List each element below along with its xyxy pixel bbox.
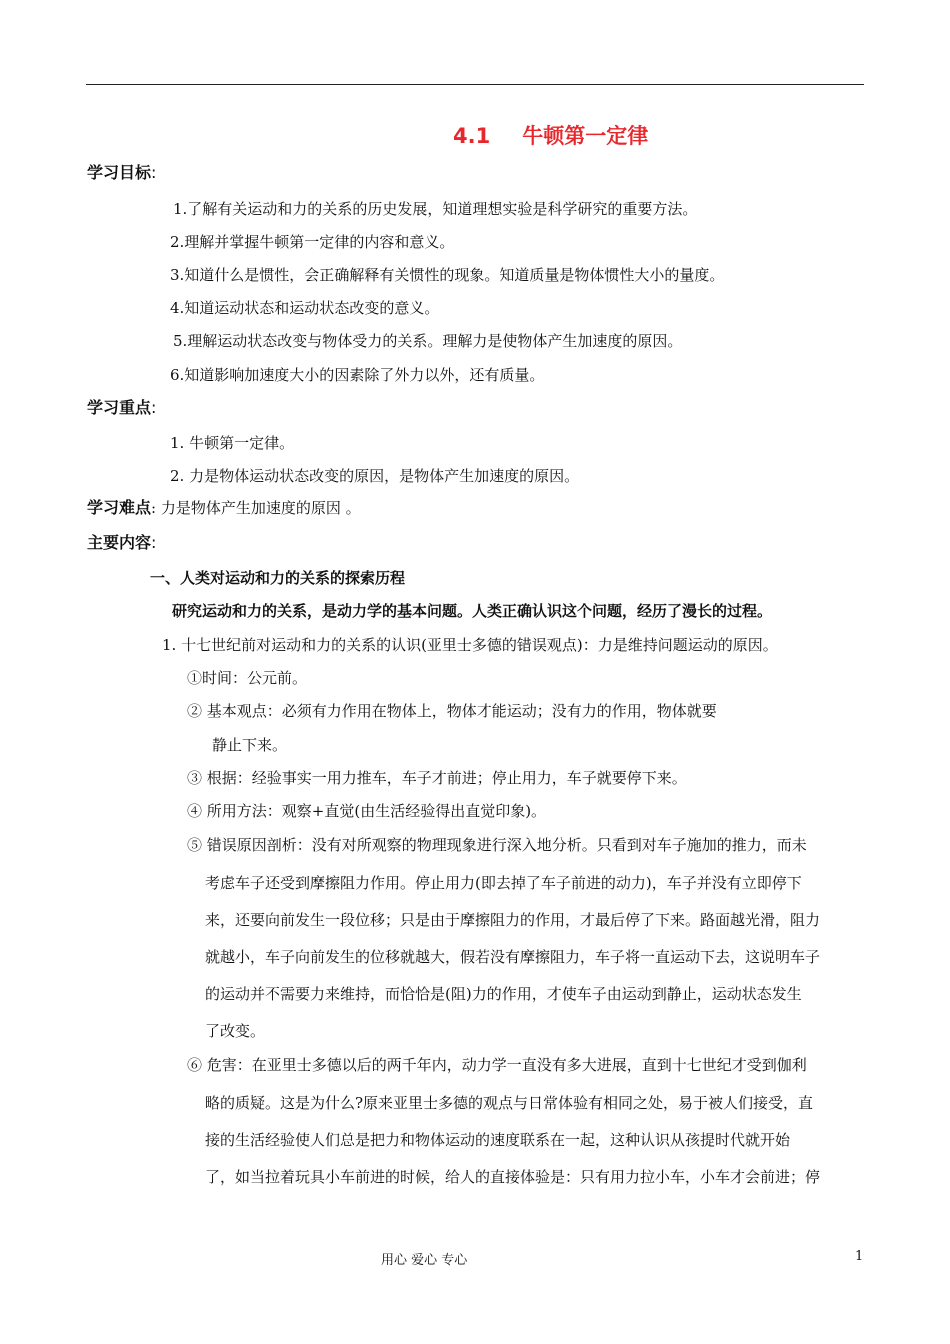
objective-item: 6.知道影响加速度大小的因素除了外力以外，还有质量。 [170, 366, 545, 384]
objective-item: 2.理解并掌握牛顿第一定律的内容和意义。 [170, 233, 455, 251]
paragraph-line: 考虑车子还受到摩擦阻力作用。停止用力(即去掉了车子前进的动力)，车子并没有立即停下 [205, 874, 802, 892]
sub-item: ② 基本观点：必须有力作用在物体上，物体才能运动；没有力的作用，物体就要 [187, 702, 717, 720]
paragraph-line: 的运动并不需要力来维持，而恰恰是(阻)力的作用，才使车子由运动到静止，运动状态发生 [205, 985, 802, 1003]
objective-item: 3.知道什么是惯性，会正确解释有关惯性的现象。知道质量是物体惯性大小的量度。 [170, 266, 725, 284]
objective-item: 1.了解有关运动和力的关系的历史发展，知道理想实验是科学研究的重要方法。 [173, 200, 698, 218]
objectives-heading: 学习目标: [87, 163, 157, 182]
title-number: 4.1 [453, 124, 491, 148]
difficulty-heading: 学习难点 [87, 498, 152, 517]
paragraph-line: 略的质疑。这是为什么?原来亚里士多德的观点与日常体验有相同之处，易于被人们接受，直 [205, 1094, 814, 1112]
key-point-item: 1. 牛顿第一定律。 [170, 434, 295, 452]
paragraph-line: ⑥ 危害：在亚里士多德以后的两千年内，动力学一直没有多大进展，直到十七世纪才受到伽利 [187, 1056, 807, 1074]
main-heading: 主要内容: [87, 533, 157, 552]
sub-item: ④ 所用方法：观察+直觉(由生活经验得出直觉印象)。 [187, 802, 547, 820]
header-rule [86, 84, 864, 85]
section-title: 一、人类对运动和力的关系的探索历程 [150, 569, 406, 587]
paragraph-line: 来，还要向前发生一段位移；只是由于摩擦阻力的作用，才最后停了下来。路面越光滑，阻力 [205, 911, 821, 929]
sub-item: ③ 根据：经验事实一用力推车，车子才前进；停止用力，车子就要停下来。 [187, 769, 687, 787]
list-item: 1. 十七世纪前对运动和力的关系的认识(亚里士多德的错误观点)：力是维持问题运动的原因。 [162, 636, 778, 654]
section-intro: 研究运动和力的关系，是动力学的基本问题。人类正确认识这个问题，经历了漫长的过程。 [172, 602, 773, 620]
key-point-item: 2. 力是物体运动状态改变的原因，是物体产生加速度的原因。 [170, 467, 580, 485]
sub-item-continuation: 静止下来。 [212, 736, 288, 754]
paragraph-line: 了，如当拉着玩具小车前进的时候，给人的直接体验是：只有用力拉小车，小车才会前进；停 [205, 1168, 821, 1186]
page-title [453, 120, 648, 150]
difficulty-line: 学习难点: 力是物体产生加速度的原因 。 [87, 498, 361, 517]
paragraph-line: 就越小，车子向前发生的位移就越大，假若没有摩擦阻力，车子将一直运动下去，这说明车子 [205, 948, 821, 966]
sub-item: ①时间：公元前。 [187, 669, 308, 687]
key-points-heading: 学习重点: [87, 398, 157, 417]
paragraph-line: 了改变。 [205, 1022, 266, 1040]
paragraph-line: 接的生活经验使人们总是把力和物体运动的速度联系在一起，这种认识从孩提时代就开始 [205, 1131, 791, 1149]
difficulty-text: 力是物体产生加速度的原因 。 [156, 499, 361, 517]
footer-slogan: 用心 爱心 专心 [381, 1253, 468, 1268]
paragraph-line: ⑤ 错误原因剖析：没有对所观察的物理现象进行深入地分析。只看到对车子施加的推力，而未 [187, 836, 807, 854]
objective-item: 5.理解运动状态改变与物体受力的关系。理解力是使物体产生加速度的原因。 [173, 332, 683, 350]
objective-item: 4.知道运动状态和运动状态改变的意义。 [170, 299, 440, 317]
title-text: 牛顿第一定律 [522, 124, 649, 148]
page-number: 1 [855, 1249, 864, 1264]
